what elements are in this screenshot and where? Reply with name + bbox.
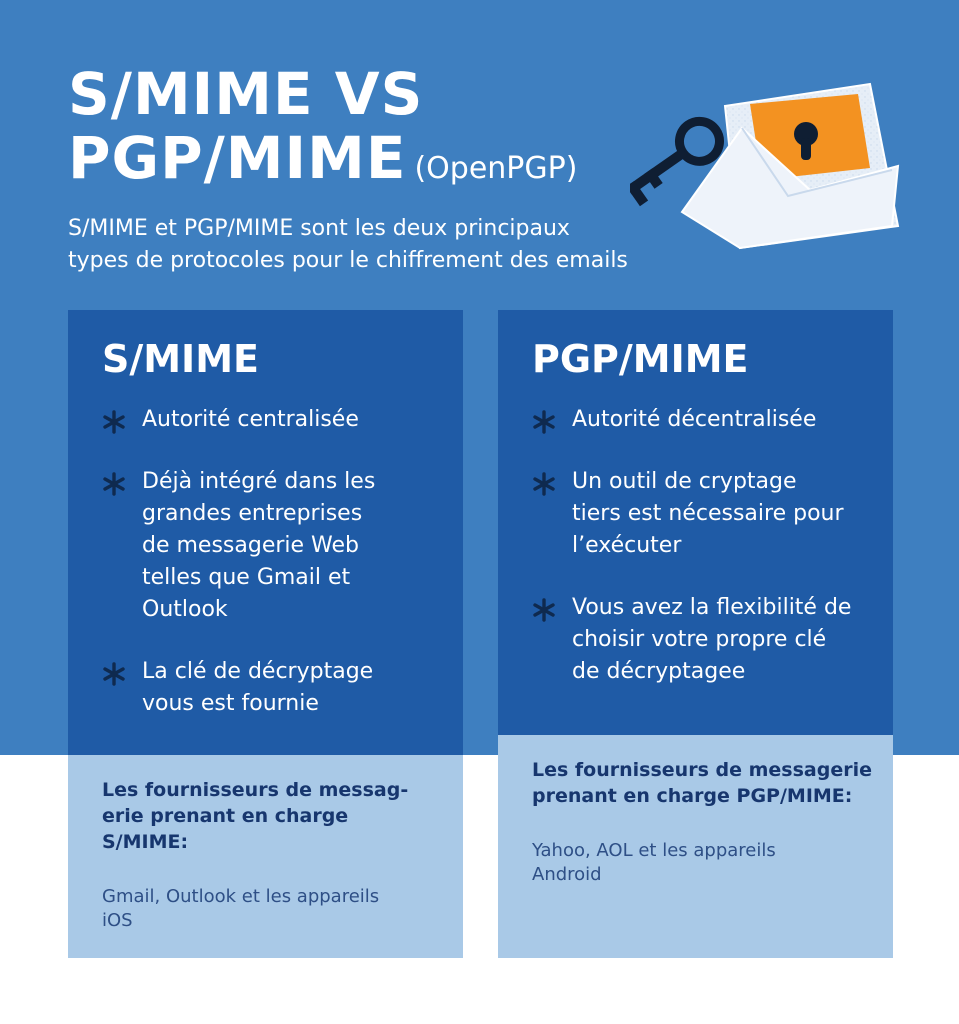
feature-text: [572, 466, 893, 562]
asterisk-icon: [532, 472, 556, 496]
providers-title-line: erie prenant en charge: [102, 805, 349, 827]
title-line-2-text: PGP/MIME: [68, 124, 407, 192]
feature-item: [102, 404, 463, 436]
feature-item: [532, 466, 893, 562]
asterisk-icon: [532, 410, 556, 434]
feature-line: Autorité centralisée: [142, 407, 359, 432]
asterisk-icon: [102, 410, 126, 434]
feature-text: [142, 404, 463, 436]
feature-line: Autorité décentralisée: [572, 407, 817, 432]
feature-text: [142, 656, 463, 720]
smime-providers-list: [102, 885, 463, 933]
feature-line: de messagerie Web: [142, 533, 360, 558]
providers-line: Android: [532, 864, 602, 885]
feature-item: [532, 404, 893, 436]
feature-item: [102, 466, 463, 626]
smime-card: [68, 310, 463, 958]
intro-line-2: types de protocoles pour le chiffrement des emails: [68, 248, 628, 273]
smime-providers-title: [102, 777, 463, 855]
feature-line: Un outil de cryptage: [572, 469, 797, 494]
providers-title-line: prenant en charge PGP/MIME:: [532, 785, 853, 807]
feature-line: telles que Gmail et: [142, 565, 351, 590]
smime-providers-panel: [68, 755, 463, 958]
key-envelope-icon: [630, 66, 900, 276]
providers-line: Gmail, Outlook et les appareils: [102, 886, 380, 907]
pgpmime-heading: PGP/MIME: [532, 337, 749, 381]
pgpmime-providers-panel: [498, 735, 893, 958]
providers-line: Yahoo, AOL et les appareils: [532, 840, 776, 861]
smime-features-panel: [68, 310, 463, 755]
feature-line: de décryptagee: [572, 659, 746, 684]
smime-heading: S/MIME: [102, 337, 259, 381]
feature-item: [532, 592, 893, 688]
feature-text: [572, 592, 893, 688]
keyhole-slot: [801, 138, 811, 160]
intro-line-1: S/MIME et PGP/MIME sont les deux principaux: [68, 216, 570, 241]
feature-line: La clé de décryptage: [142, 659, 374, 684]
pgpmime-providers-list: [532, 839, 893, 887]
feature-line: choisir votre propre clé: [572, 627, 827, 652]
feature-line: Outlook: [142, 597, 228, 622]
feature-line: Vous avez la flexibilité de: [572, 595, 852, 620]
feature-line: grandes entreprises: [142, 501, 363, 526]
feature-line: tiers est nécessaire pour: [572, 501, 844, 526]
feature-item: [102, 656, 463, 720]
providers-line: iOS: [102, 910, 133, 931]
feature-line: Déjà intégré dans les: [142, 469, 376, 494]
asterisk-icon: [102, 662, 126, 686]
intro-text: [68, 213, 708, 277]
title-line-1: S/MIME VS: [68, 60, 424, 128]
feature-line: vous est fournie: [142, 691, 319, 716]
feature-text: [572, 404, 893, 436]
asterisk-icon: [102, 472, 126, 496]
pgpmime-features-panel: [498, 310, 893, 735]
providers-title-line: Les fournisseurs de messag-: [102, 779, 409, 801]
title-line-2: [68, 126, 577, 201]
page-title: [68, 62, 577, 201]
feature-line: l’exécuter: [572, 533, 682, 558]
asterisk-icon: [532, 598, 556, 622]
providers-title-line: S/MIME:: [102, 831, 189, 853]
pgpmime-card: [498, 310, 893, 958]
title-subtitle: (OpenPGP): [414, 151, 578, 186]
providers-title-line: Les fournisseurs de messagerie: [532, 759, 872, 781]
pgpmime-providers-title: [532, 757, 893, 809]
feature-text: [142, 466, 463, 626]
